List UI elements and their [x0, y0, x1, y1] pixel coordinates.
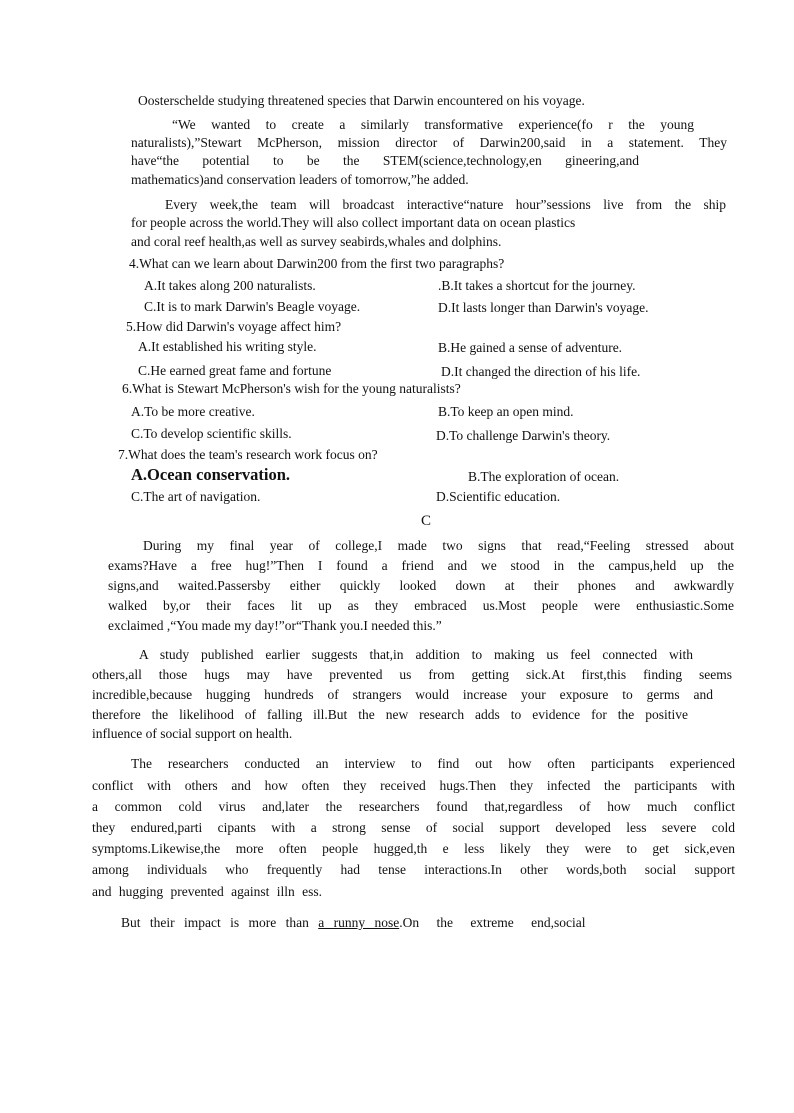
- question-5-stem: 5.How did Darwin's voyage affect him?: [126, 319, 342, 334]
- question-4-option-a: A.It takes along 200 naturalists.: [144, 278, 316, 293]
- passage-c-p3-line-5: symptoms.Likewise,the more often people hugged,th e less likely they were to get sick,even: [92, 841, 735, 856]
- weekly-line-3: and coral reef health,as well as survey seabirds,whales and dolphins.: [131, 234, 502, 249]
- intro-line: Oosterschelde studying threatened species that Darwin encountered on his voyage.: [138, 93, 585, 108]
- section-heading-c: C: [421, 513, 432, 529]
- question-6-option-d: D.To challenge Darwin's theory.: [436, 428, 611, 443]
- passage-c-p1-line-3: signs,and waited.Passersby either quickly looked down at their phones and awkwardly: [108, 578, 734, 593]
- question-5-option-c: C.He earned great fame and fortune: [138, 363, 332, 378]
- passage-c-p3-line-4: they endured,parti cipants with a strong sense of social support developed less severe cold: [92, 820, 735, 835]
- passage-c-p4-post: .On the extreme end,social: [399, 915, 586, 930]
- question-7-option-d: D.Scientific education.: [436, 489, 561, 504]
- passage-c-p4-line-1: [121, 914, 586, 932]
- passage-c-p3-line-3: a common cold virus and,later the researchers found that,regardless of how much conflict: [92, 799, 735, 814]
- passage-c-p2-line-3: incredible,because hugging hundreds of strangers would increase your exposure to germs and: [92, 687, 713, 702]
- passage-c-p1-line-4: walked by,or their faces lit up as they embraced us.Most people were enthusiastic.Some: [108, 598, 734, 613]
- question-4-option-d: D.It lasts longer than Darwin's voyage.: [438, 300, 649, 315]
- passage-c-p1-line-5: exclaimed ,“You made my day!”or“Thank you.I needed this.”: [108, 618, 442, 633]
- question-4-option-b: .B.It takes a shortcut for the journey.: [438, 278, 636, 293]
- question-6-option-a: A.To be more creative.: [131, 404, 255, 419]
- weekly-line-2: for people across the world.They will also collect important data on ocean plastics: [131, 215, 576, 230]
- question-4-stem: 4.What can we learn about Darwin200 from the first two paragraphs?: [129, 256, 505, 271]
- quote-line-2: naturalists),”Stewart McPherson, mission director of Darwin200,said in a statement. They: [131, 135, 727, 150]
- passage-c-p2-line-2: others,all those hugs may have prevented us from getting sick.At first,this finding seems: [92, 667, 732, 682]
- passage-c-p4-pre: But their impact is more than: [121, 915, 309, 930]
- passage-c-p2-line-1: A study published earlier suggests that,in addition to making us feel connected with: [139, 647, 693, 662]
- passage-c-p3-line-1: The researchers conducted an interview to find out how often participants experienced: [131, 756, 735, 771]
- passage-c-p3-line-6: among individuals who frequently had tense interactions.In other words,both social support: [92, 862, 735, 877]
- question-7-option-c: C.The art of navigation.: [131, 489, 261, 504]
- passage-c-p2-line-5: influence of social support on health.: [92, 726, 293, 741]
- question-7-stem: 7.What does the team's research work focus on?: [118, 447, 378, 462]
- passage-c-p3-line-7: and hugging prevented against illn ess.: [92, 884, 322, 899]
- question-6-option-c: C.To develop scientific skills.: [131, 426, 292, 441]
- passage-c-p1-line-2: exams?Have a free hug!”Then I found a friend and we stood in the campus,held up the: [108, 558, 734, 573]
- question-7-option-a: A.Ocean conservation.: [131, 465, 291, 484]
- question-6-option-b: B.To keep an open mind.: [438, 404, 574, 419]
- quote-line-4: mathematics)and conservation leaders of tomorrow,”he added.: [131, 172, 469, 187]
- question-7-option-b: B.The exploration of ocean.: [468, 469, 620, 484]
- quote-line-3: have“the potential to be the STEM(science,technology,en gineering,and: [131, 153, 639, 168]
- passage-c-p2-line-4: therefore the likelihood of falling ill.But the new research adds to evidence for the positive: [92, 707, 688, 722]
- question-5-option-b: B.He gained a sense of adventure.: [438, 340, 623, 355]
- question-5-option-d: D.It changed the direction of his life.: [441, 364, 641, 379]
- question-6-stem: 6.What is Stewart McPherson's wish for the young naturalists?: [122, 381, 461, 396]
- weekly-line-1: Every week,the team will broadcast interactive“nature hour”sessions live from the ship: [165, 197, 726, 212]
- question-4-option-c: C.It is to mark Darwin's Beagle voyage.: [144, 299, 361, 314]
- question-5-option-a: A.It established his writing style.: [138, 339, 317, 354]
- passage-c-p1-line-1: During my final year of college,I made two signs that read,“Feeling stressed about: [143, 538, 734, 553]
- quote-line-1: “We wanted to create a similarly transformative experience(fo r the young: [172, 117, 694, 132]
- underlined-phrase: a runny nose: [318, 915, 400, 930]
- passage-c-p3-line-2: conflict with others and how often they received hugs.Then they infected the participants with: [92, 778, 735, 793]
